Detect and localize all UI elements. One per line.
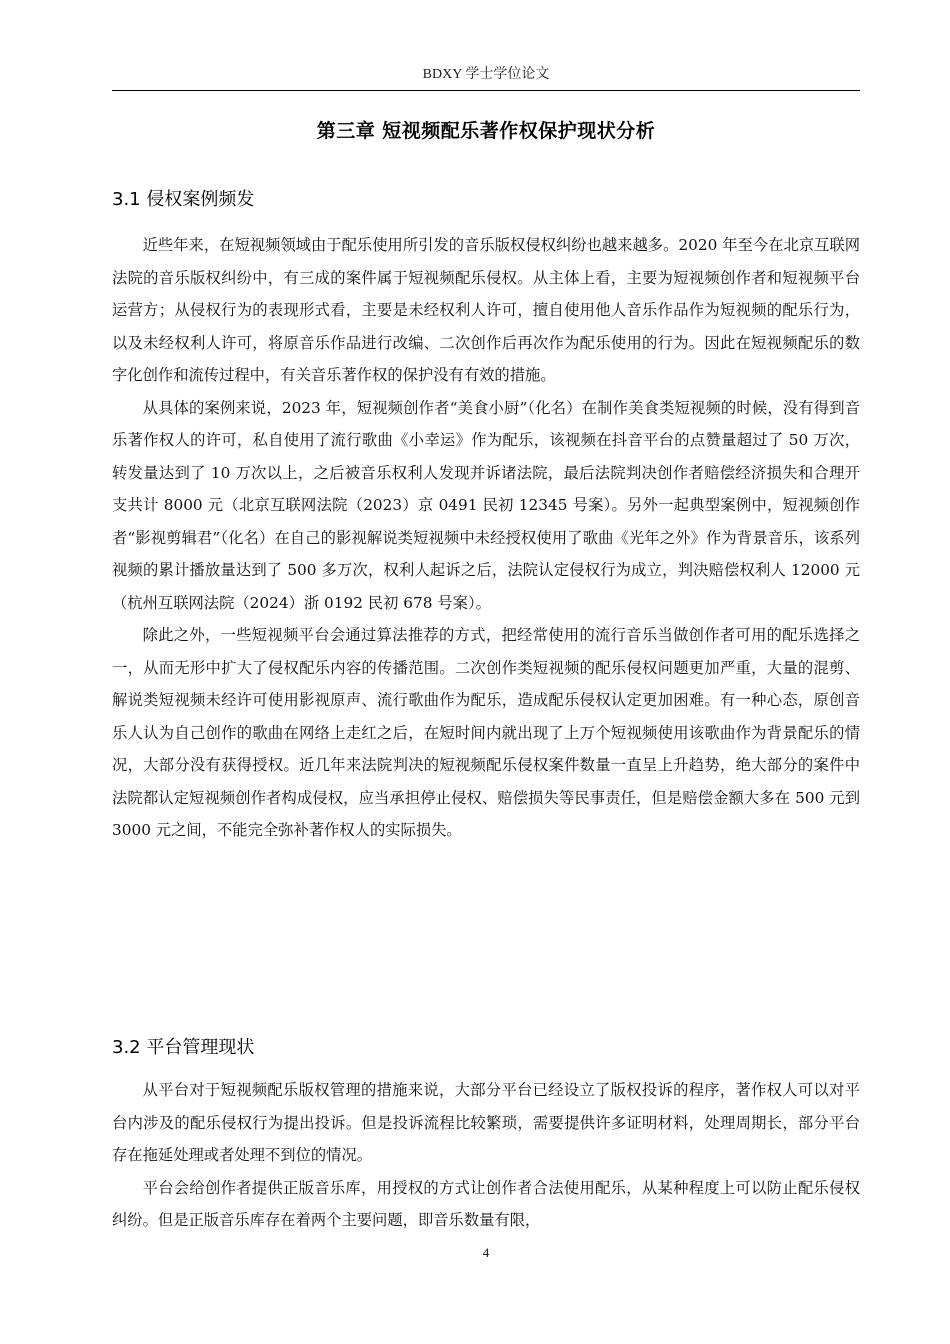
page-number: 4 <box>482 1245 490 1260</box>
running-header: BDXY 学士学位论文 <box>112 64 860 91</box>
paragraph: 平台会给创作者提供正版音乐库，用授权的方式让创作者合法使用配乐，从某种程度上可以防止配乐侵权纠纷。但是正版音乐库存在着两个主要问题，即音乐数量有限， <box>112 1178 860 1229</box>
paragraph: 从具体的案例来说，2023 年，短视频创作者“美食小厨”（化名）在制作美食类短视频的时候，没有得到音乐著作权人的许可，私自使用了流行歌曲《小幸运》作为配乐，该视频在抖音平台的点赞量超过了 50 万次，转发量达到了 10 万次以上，之后被音乐权利人发现并诉诸法院，最后法院判决创作者赔偿经济损失和合理开支共计 8000 元（北京互联网法院（2023）京 0491 民初 12345 号案）。另外一起典型案例中，短视频创作者“影视剪辑君”（化名）在自己的影视解说类短视频中未经授权使用了歌曲《光年之外》作为背景音乐，该系列视频的累计播放量达到了 500 多万次，权利人起诉之后，法院认定侵权行为成立，判决赔偿权利人 12000 元（杭州互联网法院（2024）浙 0192 民初 678 号案）。 <box>112 398 860 612</box>
paragraph: 除此之外，一些短视频平台会通过算法推荐的方式，把经常使用的流行音乐当做创作者可用的配乐选择之一，从而无形中扩大了侵权配乐内容的传播范围。二次创作类短视频的配乐侵权问题更加严重，大量的混剪、解说类短视频未经许可使用影视原声、流行歌曲作为配乐，造成配乐侵权认定更加困难。有一种心态，原创音乐人认为自己创作的歌曲在网络上走红之后，在短时间内就出现了上万个短视频使用该歌曲作为背景配乐的情况，大部分没有获得授权。近几年来法院判决的短视频配乐侵权案件数量一直呈上升趋势，绝大部分的案件中法院都认定短视频创作者构成侵权，应当承担停止侵权、赔偿损失等民事责任，但是赔偿金额大多在 500 元到 3000 元之间，不能完全弥补著作权人的实际损失。 <box>112 626 860 839</box>
section-title-3-1: 3.1 侵权案例频发 <box>112 189 255 210</box>
paragraph: 近些年来，在短视频领域由于配乐使用所引发的音乐版权侵权纠纷也越来越多。2020 年至今在北京互联网法院的音乐版权纠纷中，有三成的案件属于短视频配乐侵权。从主体上看，主要为短视频创作者和短视频平台运营方；从侵权行为的表现形式看，主要是未经权利人许可，擅自使用他人音乐作品作为短视频的配乐行为，以及未经权利人许可，将原音乐作品进行改编、二次创作后再次作为配乐使用的行为。因此在短视频配乐的数字化创作和流传过程中，有关音乐著作权的保护没有有效的措施。 <box>112 236 860 384</box>
paragraph: 从平台对于短视频配乐版权管理的措施来说，大部分平台已经设立了版权投诉的程序，著作权人可以对平台内涉及的配乐侵权行为提出投诉。但是投诉流程比较繁琐，需要提供许多证明材料，处理周期长，部分平台存在拖延处理或者处理不到位的情况。 <box>112 1081 860 1164</box>
section-3-2-body <box>112 1074 860 1237</box>
section-3-1-body <box>112 229 860 847</box>
chapter-title: 第三章 短视频配乐著作权保护现状分析 <box>316 120 656 142</box>
section-title-3-2: 3.2 平台管理现状 <box>112 1037 255 1058</box>
